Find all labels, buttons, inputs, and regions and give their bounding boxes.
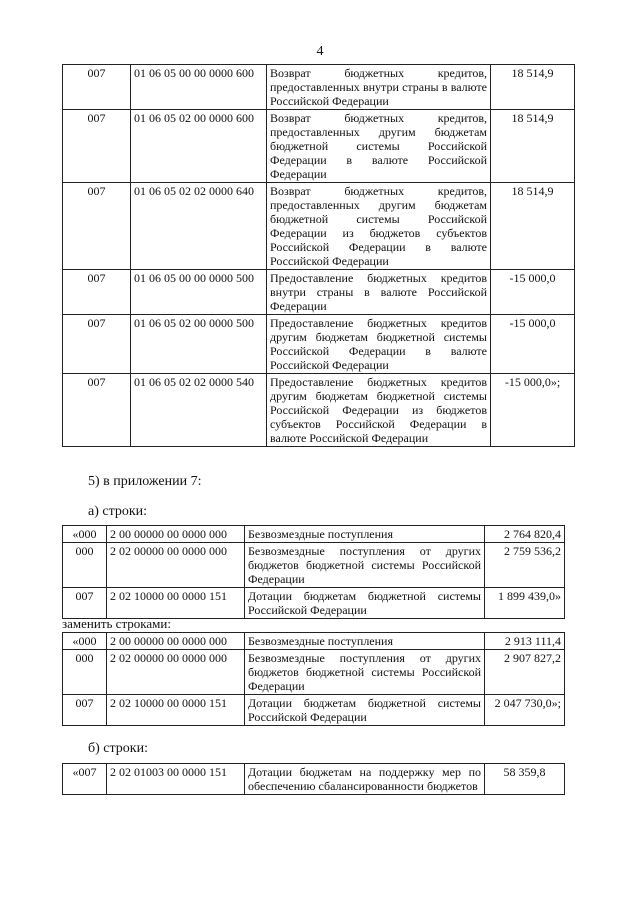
row-name: Дотации бюджетам на поддержку мер по обеспечению сбалансированности бюджетов	[245, 764, 485, 795]
section-5-heading: 5) в приложении 7:	[88, 474, 202, 489]
table-row	[63, 764, 565, 795]
row-code: «000	[63, 526, 107, 543]
row-amount: 2 764 820,4	[485, 526, 565, 543]
row-code: 007	[63, 588, 107, 619]
subsection-b-heading: б) строки:	[88, 741, 148, 756]
row-name: Безвозмездные поступления от других бюджетов бюджетной системы Российской Федерации	[245, 650, 485, 695]
row-name: Дотации бюджетам бюджетной системы Российской Федерации	[245, 588, 485, 619]
table-row	[63, 526, 565, 543]
row-name: Дотации бюджетам бюджетной системы Российской Федерации	[245, 695, 485, 726]
table-row	[63, 650, 565, 695]
row-code: 007	[63, 110, 131, 183]
row-name: Предоставление бюджетных кредитов внутри страны в валюте Российской Федерации	[267, 270, 491, 315]
row-kbk: 2 02 00000 00 0000 000	[107, 543, 245, 588]
row-kbk: 2 02 01003 00 0000 151	[107, 764, 245, 795]
table-credits	[62, 64, 575, 447]
row-kbk: 2 02 10000 00 0000 151	[107, 588, 245, 619]
row-name: Безвозмездные поступления	[245, 633, 485, 650]
row-name: Предоставление бюджетных кредитов другим бюджетам бюджетной системы Российской Федерации в валюте Российской Федерации	[267, 315, 491, 374]
row-code: 000	[63, 543, 107, 588]
row-code: 007	[63, 65, 131, 110]
table-row	[63, 374, 575, 447]
row-code: 007	[63, 315, 131, 374]
row-kbk: 2 02 00000 00 0000 000	[107, 650, 245, 695]
row-amount: 18 514,9	[491, 183, 575, 270]
row-kbk: 01 06 05 02 00 0000 600	[131, 110, 267, 183]
row-kbk: 2 02 10000 00 0000 151	[107, 695, 245, 726]
table-original-rows	[62, 525, 565, 619]
row-code: 007	[63, 374, 131, 447]
row-amount: 2 907 827,2	[485, 650, 565, 695]
row-amount: 2 047 730,0»;	[485, 695, 565, 726]
row-name: Возврат бюджетных кредитов, предоставленных другим бюджетам бюджетной системы Российской Федерации в валюте Российской Федерации	[267, 110, 491, 183]
row-code: 007	[63, 695, 107, 726]
row-kbk: 2 00 00000 00 0000 000	[107, 526, 245, 543]
row-amount: -15 000,0»;	[491, 374, 575, 447]
row-code: «007	[63, 764, 107, 795]
row-code: 007	[63, 183, 131, 270]
table-row	[63, 315, 575, 374]
replace-label: заменить строками:	[62, 616, 171, 631]
row-name: Возврат бюджетных кредитов, предоставленных другим бюджетам бюджетной системы Российской Федерации из бюджетов субъектов Российской Федерации в валюте Российской Федерации	[267, 183, 491, 270]
table-row	[63, 543, 565, 588]
row-amount: 2 759 536,2	[485, 543, 565, 588]
row-name: Безвозмездные поступления	[245, 526, 485, 543]
row-code: 000	[63, 650, 107, 695]
table-row	[63, 588, 565, 619]
row-code: «000	[63, 633, 107, 650]
row-code: 007	[63, 270, 131, 315]
row-kbk: 01 06 05 00 00 0000 600	[131, 65, 267, 110]
row-name: Безвозмездные поступления от других бюджетов бюджетной системы Российской Федерации	[245, 543, 485, 588]
row-kbk: 01 06 05 02 00 0000 500	[131, 315, 267, 374]
table-subsidy-rows	[62, 763, 565, 795]
table-row	[63, 183, 575, 270]
row-amount: 18 514,9	[491, 110, 575, 183]
table-row	[63, 270, 575, 315]
row-kbk: 01 06 05 02 02 0000 540	[131, 374, 267, 447]
row-amount: 58 359,8	[485, 764, 565, 795]
table-row	[63, 695, 565, 726]
row-amount: 18 514,9	[491, 65, 575, 110]
row-name: Возврат бюджетных кредитов, предоставленных внутри страны в валюте Российской Федерации	[267, 65, 491, 110]
table-replacement-rows	[62, 632, 565, 726]
row-name: Предоставление бюджетных кредитов другим бюджетам бюджетной системы Российской Федерации из бюджетов субъектов Российской Федерации в валюте Российской Федерации	[267, 374, 491, 447]
row-amount: 2 913 111,4	[485, 633, 565, 650]
row-kbk: 2 00 00000 00 0000 000	[107, 633, 245, 650]
row-amount: -15 000,0	[491, 315, 575, 374]
row-amount: -15 000,0	[491, 270, 575, 315]
table-row	[63, 633, 565, 650]
row-kbk: 01 06 05 02 02 0000 640	[131, 183, 267, 270]
row-kbk: 01 06 05 00 00 0000 500	[131, 270, 267, 315]
table-row	[63, 65, 575, 110]
page-number: 4	[316, 44, 324, 59]
subsection-a-heading: а) строки:	[88, 504, 148, 519]
row-amount: 1 899 439,0»	[485, 588, 565, 619]
table-row	[63, 110, 575, 183]
